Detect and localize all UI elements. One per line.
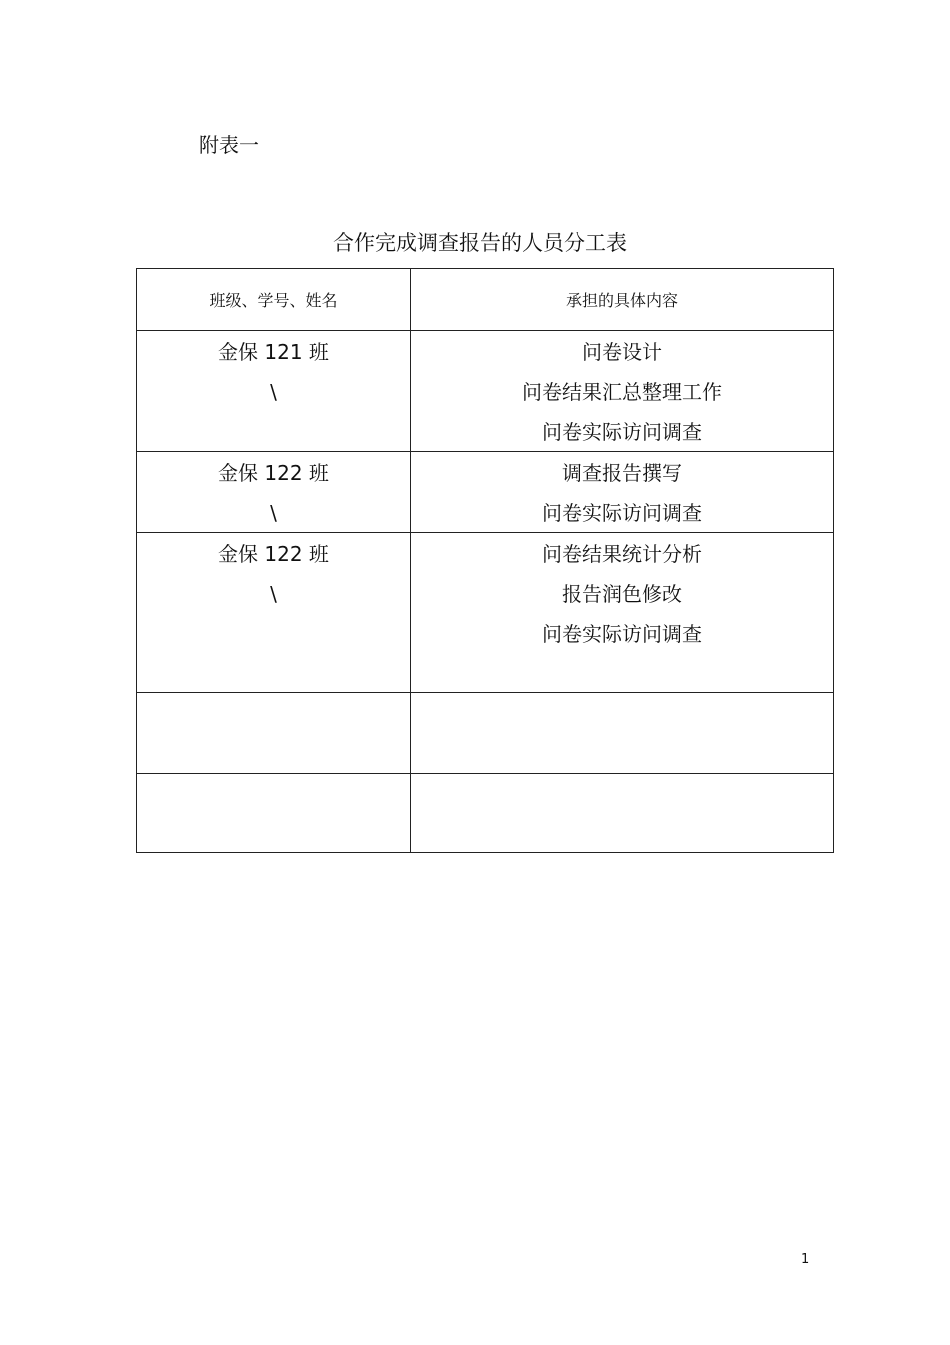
task-item: 问卷实际访问调查: [542, 420, 702, 444]
appendix-label: 附表一: [199, 133, 259, 157]
table-row: [137, 774, 834, 853]
tasks-cell: [411, 774, 834, 853]
tasks-cell: [411, 452, 834, 533]
task-item: 调查报告撰写: [562, 461, 682, 485]
member-name-placeholder: \: [270, 380, 277, 404]
table-row: [137, 693, 834, 774]
member-cell: [137, 533, 411, 693]
member-cell: [137, 774, 411, 853]
header-tasks: 承担的具体内容: [411, 269, 834, 331]
member-cell: [137, 693, 411, 774]
table-title: 合作完成调查报告的人员分工表: [333, 231, 627, 255]
task-item: 问卷结果汇总整理工作: [522, 380, 722, 404]
table-header-row: [137, 269, 834, 331]
task-item: 问卷实际访问调查: [542, 622, 702, 646]
tasks-cell: [411, 693, 834, 774]
member-cell: [137, 331, 411, 452]
task-item: 问卷结果统计分析: [542, 542, 702, 566]
table-row: [137, 452, 834, 533]
header-member: 班级、学号、姓名: [137, 269, 411, 331]
tasks-cell: [411, 331, 834, 452]
member-class: 金保 122 班: [218, 461, 329, 485]
table-row: [137, 533, 834, 693]
task-item: 问卷实际访问调查: [542, 501, 702, 525]
tasks-cell: [411, 533, 834, 693]
task-item: 报告润色修改: [562, 582, 682, 606]
task-item: 问卷设计: [582, 340, 662, 364]
division-of-labor-table: [136, 268, 834, 853]
page-number: 1: [801, 1252, 810, 1267]
table-row: [137, 331, 834, 452]
member-name-placeholder: \: [270, 501, 277, 525]
member-cell: [137, 452, 411, 533]
member-class: 金保 122 班: [218, 542, 329, 566]
member-name-placeholder: \: [270, 582, 277, 606]
member-class: 金保 121 班: [218, 340, 329, 364]
